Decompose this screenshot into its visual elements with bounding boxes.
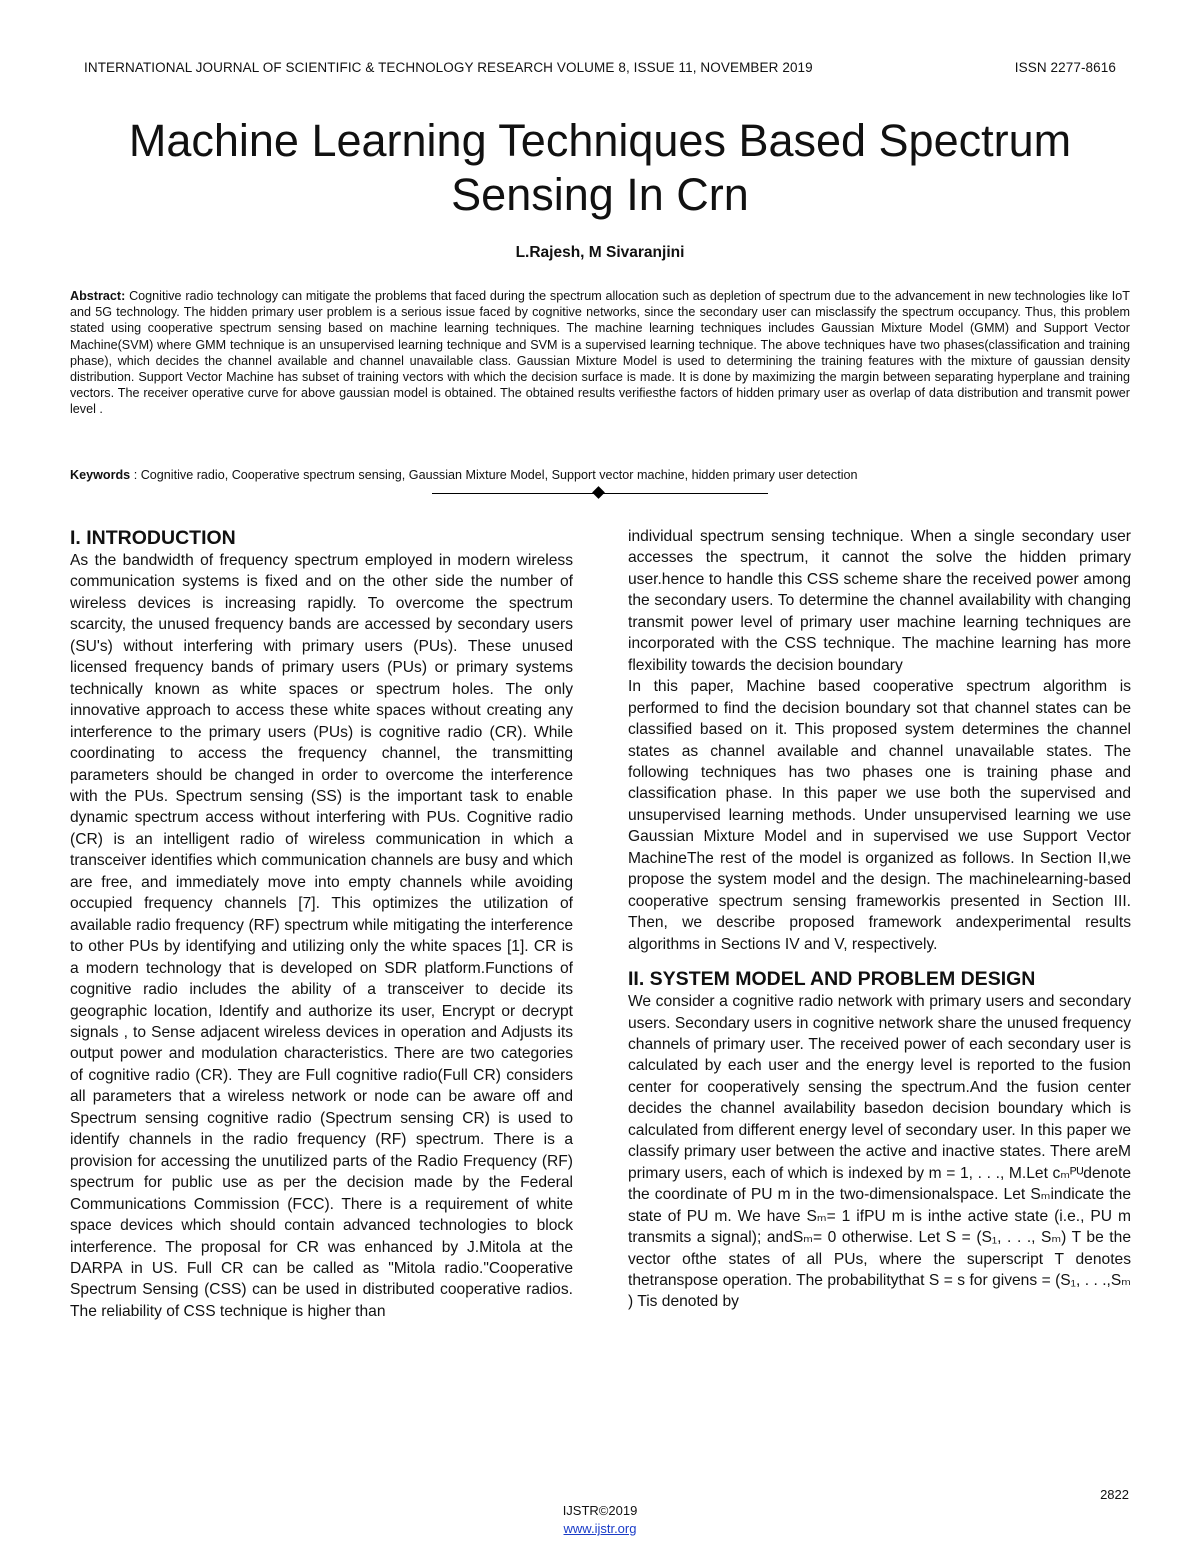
system-model-paragraph: We consider a cognitive radio network with primary users and secondary users. Secondary users in cognitive network share the unused frequency channels of primary user. The received power of each secondary user is calculated by each user and the energy level is reported to the fusion center for cooperatively sensing the spectrum.And the fusion center decides the channel availability basedon decision boundary which is calculated from different energy level of secondary user. In this paper we classify primary user between the active and inactive states. There areM primary users, each of which is indexed by m = 1, . . ., M.Let cₘᴾᵁdenote the coordinate of PU m in the two-dimensionalspace. Let Sₘindicate the state of PU m. We have Sₘ= 1 ifPU m is inthe active state (i.e., PU m transmits a signal); andSₘ= 0 otherwise. Let S = (S₁, . . ., Sₘ) T be the vector ofthe states of all PUs, where the superscript T denotes thetranspose operation. The probabilitythat S = s for givens = (S₁, . . .,Sₘ ) Tis denoted by — [628, 993, 1131, 1311]
paper-title — [60, 114, 1140, 222]
keywords-text: : Cognitive radio, Cooperative spectrum sensing, Gaussian Mixture Model, Support vector machine, hidden primary user detection — [133, 468, 858, 482]
authors: L.Rajesh, M Sivaranjini — [515, 244, 685, 261]
abstract-label: Abstract: — [70, 289, 126, 303]
abstract-text: Cognitive radio technology can mitigate the problems that faced during the spectrum allocation such as depletion of spectrum due to the advancement in new technologies like IoT and 5G technology. The hidden primary user problem is a serious issue faced by cognitive networks, since the secondary user can misclassify the spectrum occupancy. Thus, this problem stated using cooperative spectrum sensing based on machine learning techniques. The machine learning techniques includes Gaussian Mixture Model (GMM) and Support Vector Machine(SVM) where GMM technique is an unsupervised learning technique and SVM is a supervised learning technique. The above techniques have two phases(classification and training phase), which decides the channel available and channel unavailable class. Gaussian Mixture Model is used to determining the training features with the mixture of gaussian density distribution. Support Vector Machine has subset of training vectors with which the decision surface is made. It is done by maximizing the margin between separating hyperplane and training vectors. The receiver operative curve for above gaussian model is obtained. The obtained results verifiesthe factors of hidden primary user as overlap of data distribution and transmit power level . — [70, 289, 1130, 417]
title-line-2: Sensing In Crn — [451, 169, 749, 220]
right-column — [628, 526, 1131, 1313]
journal-name: INTERNATIONAL JOURNAL OF SCIENTIFIC & TECHNOLOGY RESEARCH VOLUME 8, ISSUE 11, NOVEMBER 2019 — [84, 60, 813, 75]
website-link[interactable]: www.ijstr.org — [563, 1521, 637, 1536]
issn: ISSN 2277-8616 — [1014, 60, 1116, 75]
section-heading-system-model: II. SYSTEM MODEL AND PROBLEM DESIGN — [628, 968, 1036, 991]
abstract — [70, 288, 1130, 418]
intro-paragraph-2: In this paper, Machine based cooperative spectrum algorithm is performed to find the decision boundary sot that channel states can be classified based on it. This proposed system determines the channel states as channel available and channel unavailable states. The following techniques has two phases one is training phase and classification phase. In this paper we use both the supervised and unsupervised learning methods. Under unsupervised learning we use Gaussian Mixture Model and in supervised we use Support Vector MachineThe rest of the model is organized as follows. In Section II,we propose the system model and the design. The machinelearning-based cooperative spectrum sensing frameworkis presented in Section III. Then, we describe proposed framework andexperimental results algorithms in Sections IV and V, respectively. — [628, 678, 1131, 953]
website-footer — [0, 1521, 1200, 1536]
left-column — [70, 526, 573, 1322]
intro-paragraph: As the bandwidth of frequency spectrum employed in modern wireless communication systems is fixed and on the other side the number of wireless devices is increasing rapidly. To overcome the spectrum scarcity, the unused frequency bands are accessed by secondary users (SU's) without interfering with primary users (PUs). These unused licensed frequency bands of primary users (PUs) or primary systems technically known as white spaces or spectrum holes. The only innovative approach to access these white spaces without creating any interference to the primary users (PUs) is cognitive radio (CR). While coordinating to access the frequency channel, the transmitting parameters should be changed in order to overcome the interference with the PUs. Spectrum sensing (SS) is the important task to enable dynamic spectrum access without interfering with PUs. Cognitive radio (CR) is an intelligent radio of wireless communication in which a transceiver identifies which communication channels are busy and which are free, and immediately move into empty channels while avoiding occupied frequency channels [7]. This optimizes the utilization of available radio frequency (RF) spectrum while mitigating the interference to other PUs by identifying and utilizing only the white spaces [1]. CR is a modern technology that is developed on SDR platform.Functions of cognitive radio includes the ability of a transceiver to decide its geographic location, Identify and authorize its user, Encrypt or decrypt signals , to Sense adjacent wireless devices in operation and Adjusts its output power and modulation characteristics. There are two categories of cognitive radio (CR). They are Full cognitive radio(Full CR) considers all parameters that a wireless network or node can be aware off and Spectrum sensing cognitive radio (Spectrum sensing CR) is used to identify channels in the radio frequency (RF) spectrum. There is a provision for accessing the unutilized parts of the Radio Frequency (RF) spectrum for public use as per the decision made by the Federal Communications Commission (FCC). There is a requirement of white space devices which should contain advanced technologies to block interference. The proposal for CR was enhanced by J.Mitola at the DARPA in US. Full CR can be called as "Mitola radio."Cooperative Spectrum Sensing (CSS) can be used in distributed cooperative radios. The reliability of CSS technique is higher than — [70, 552, 573, 1320]
page-number: 2822 — [1100, 1487, 1129, 1502]
section-heading-introduction: I. INTRODUCTION — [70, 527, 236, 549]
copyright: IJSTR©2019 — [562, 1503, 638, 1518]
journal-header — [84, 60, 1116, 75]
title-line-1: Machine Learning Techniques Based Spectrum — [128, 115, 1072, 166]
keywords — [70, 467, 1130, 483]
keywords-label: Keywords — [70, 468, 131, 482]
intro-continued-paragraph: individual spectrum sensing technique. When a single secondary user accesses the spectrum, it cannot the solve the hidden primary user.hence to handle this CSS scheme share the received power among the secondary users. To determine the channel availability with changing transmit power level of primary user machine learning techniques are incorporated with the CSS technique. The machine learning has more flexibility towards the decision boundary — [628, 528, 1131, 674]
diamond-icon — [592, 486, 605, 499]
